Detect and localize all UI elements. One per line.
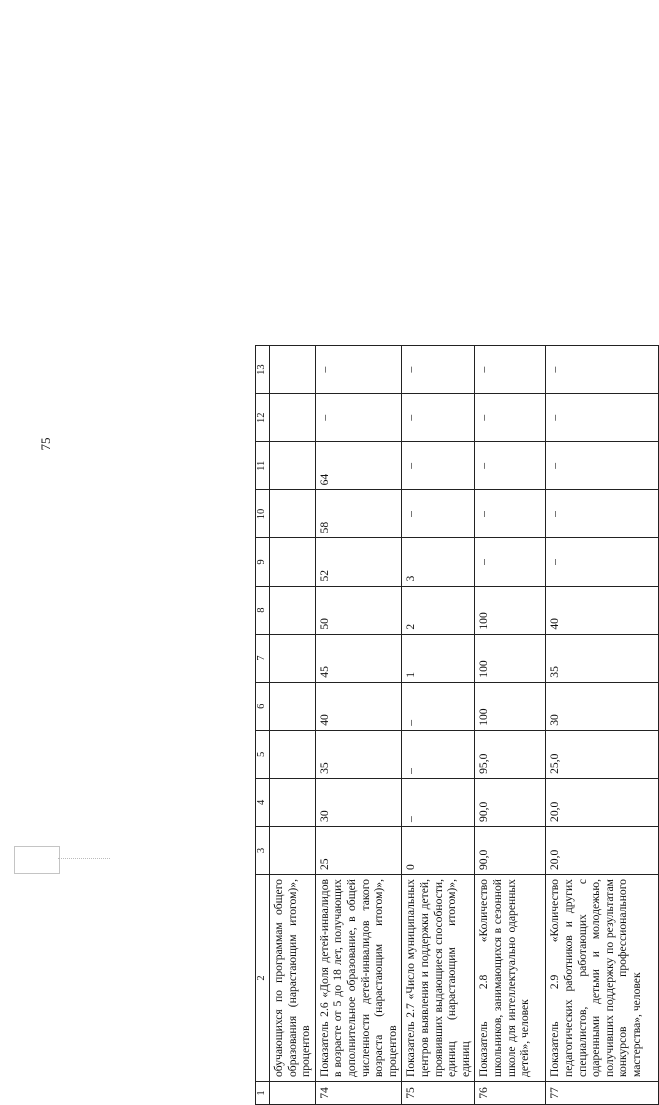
header-cell: 5 bbox=[256, 730, 270, 778]
header-cell: 7 bbox=[256, 634, 270, 682]
header-cell: 1 bbox=[256, 1082, 270, 1105]
indicator-text-cell: Показатель 2.7 «Число муниципальных центров выявления и поддержки детей, проявивших выдающиеся способности, единиц (нарастающим итогом)», единиц bbox=[402, 875, 475, 1082]
value-cell: 2 bbox=[402, 586, 475, 634]
value-cell: – bbox=[402, 490, 475, 538]
row-number-cell: 75 bbox=[402, 1082, 475, 1105]
row-number-cell: 77 bbox=[546, 1082, 659, 1105]
header-cell: 3 bbox=[256, 826, 270, 874]
header-cell: 10 bbox=[256, 490, 270, 538]
value-cell: – bbox=[315, 394, 402, 442]
continuation-row bbox=[270, 346, 316, 1105]
indicators-table bbox=[255, 345, 659, 1105]
value-cell bbox=[270, 346, 316, 394]
value-cell: – bbox=[475, 442, 546, 490]
value-cell: 100 bbox=[475, 682, 546, 730]
row-number-cell: 76 bbox=[475, 1082, 546, 1105]
value-cell: 50 bbox=[315, 586, 402, 634]
indicator-text-cell: обучающихся по программам общего образования (нарастающим итогом)», процентов bbox=[270, 875, 316, 1082]
value-cell: – bbox=[402, 442, 475, 490]
value-cell bbox=[270, 490, 316, 538]
value-cell: 20,0 bbox=[546, 826, 659, 874]
value-cell: 35 bbox=[315, 730, 402, 778]
value-cell: – bbox=[402, 394, 475, 442]
value-cell bbox=[270, 730, 316, 778]
value-cell bbox=[270, 394, 316, 442]
indicator-text-cell: Показатель 2.8 «Количество школьников, занимающихся в сезонной школе для интеллектуально одаренных детей», человек bbox=[475, 875, 546, 1082]
header-cell: 12 bbox=[256, 394, 270, 442]
table-row bbox=[315, 346, 402, 1105]
table-row bbox=[402, 346, 475, 1105]
value-cell: 20,0 bbox=[546, 778, 659, 826]
value-cell: 40 bbox=[315, 682, 402, 730]
header-cell: 13 bbox=[256, 346, 270, 394]
value-cell: 1 bbox=[402, 634, 475, 682]
value-cell: – bbox=[546, 394, 659, 442]
indicator-text-cell: Показатель 2.6 «Доля детей-инвалидов в возрасте от 5 до 18 лет, получающих дополнительное образование, в общей численности детей-инвалидов такого возраста (нарастающим итогом)», процентов bbox=[315, 875, 402, 1082]
page-number: 75 bbox=[38, 437, 53, 451]
header-cell: 4 bbox=[256, 778, 270, 826]
value-cell: – bbox=[475, 346, 546, 394]
value-cell bbox=[270, 586, 316, 634]
table-row bbox=[546, 346, 659, 1105]
header-cell: 8 bbox=[256, 586, 270, 634]
value-cell bbox=[270, 778, 316, 826]
corner-stamp bbox=[14, 846, 60, 874]
value-cell: – bbox=[546, 346, 659, 394]
value-cell: 25 bbox=[315, 826, 402, 874]
value-cell: 52 bbox=[315, 538, 402, 586]
value-cell bbox=[270, 442, 316, 490]
header-cell: 2 bbox=[256, 875, 270, 1082]
value-cell: 45 bbox=[315, 634, 402, 682]
value-cell: 90,0 bbox=[475, 778, 546, 826]
value-cell: 40 bbox=[546, 586, 659, 634]
value-cell: 25,0 bbox=[546, 730, 659, 778]
value-cell: 3 bbox=[402, 538, 475, 586]
value-cell: – bbox=[402, 682, 475, 730]
indicator-text-cell: Показатель 2.9 «Количество педагогических работников и других специалистов, работающих с одаренными детьми и молодежью, получивших поддержку по результатам конкурсов профессионального мастерства», человек bbox=[546, 875, 659, 1082]
value-cell: 0 bbox=[402, 826, 475, 874]
value-cell: – bbox=[546, 442, 659, 490]
value-cell: – bbox=[475, 394, 546, 442]
value-cell: 90,0 bbox=[475, 826, 546, 874]
value-cell bbox=[270, 634, 316, 682]
value-cell: – bbox=[546, 538, 659, 586]
value-cell bbox=[270, 538, 316, 586]
value-cell: 64 bbox=[315, 442, 402, 490]
header-cell: 6 bbox=[256, 682, 270, 730]
header-row bbox=[256, 346, 270, 1105]
value-cell: – bbox=[475, 538, 546, 586]
header-cell: 9 bbox=[256, 538, 270, 586]
value-cell: 35 bbox=[546, 634, 659, 682]
value-cell: – bbox=[402, 730, 475, 778]
table-row bbox=[475, 346, 546, 1105]
stamp-divider bbox=[58, 858, 110, 859]
row-number-cell: 74 bbox=[315, 1082, 402, 1105]
value-cell: 30 bbox=[315, 778, 402, 826]
value-cell: 95,0 bbox=[475, 730, 546, 778]
value-cell: 58 bbox=[315, 490, 402, 538]
value-cell: – bbox=[315, 346, 402, 394]
value-cell: – bbox=[402, 778, 475, 826]
value-cell bbox=[270, 826, 316, 874]
rotated-table-sheet bbox=[255, 345, 645, 1105]
value-cell: 100 bbox=[475, 634, 546, 682]
value-cell: 100 bbox=[475, 586, 546, 634]
header-cell: 11 bbox=[256, 442, 270, 490]
value-cell: 30 bbox=[546, 682, 659, 730]
value-cell: – bbox=[402, 346, 475, 394]
row-number-cell bbox=[270, 1082, 316, 1105]
value-cell: – bbox=[546, 490, 659, 538]
value-cell: – bbox=[475, 490, 546, 538]
value-cell bbox=[270, 682, 316, 730]
